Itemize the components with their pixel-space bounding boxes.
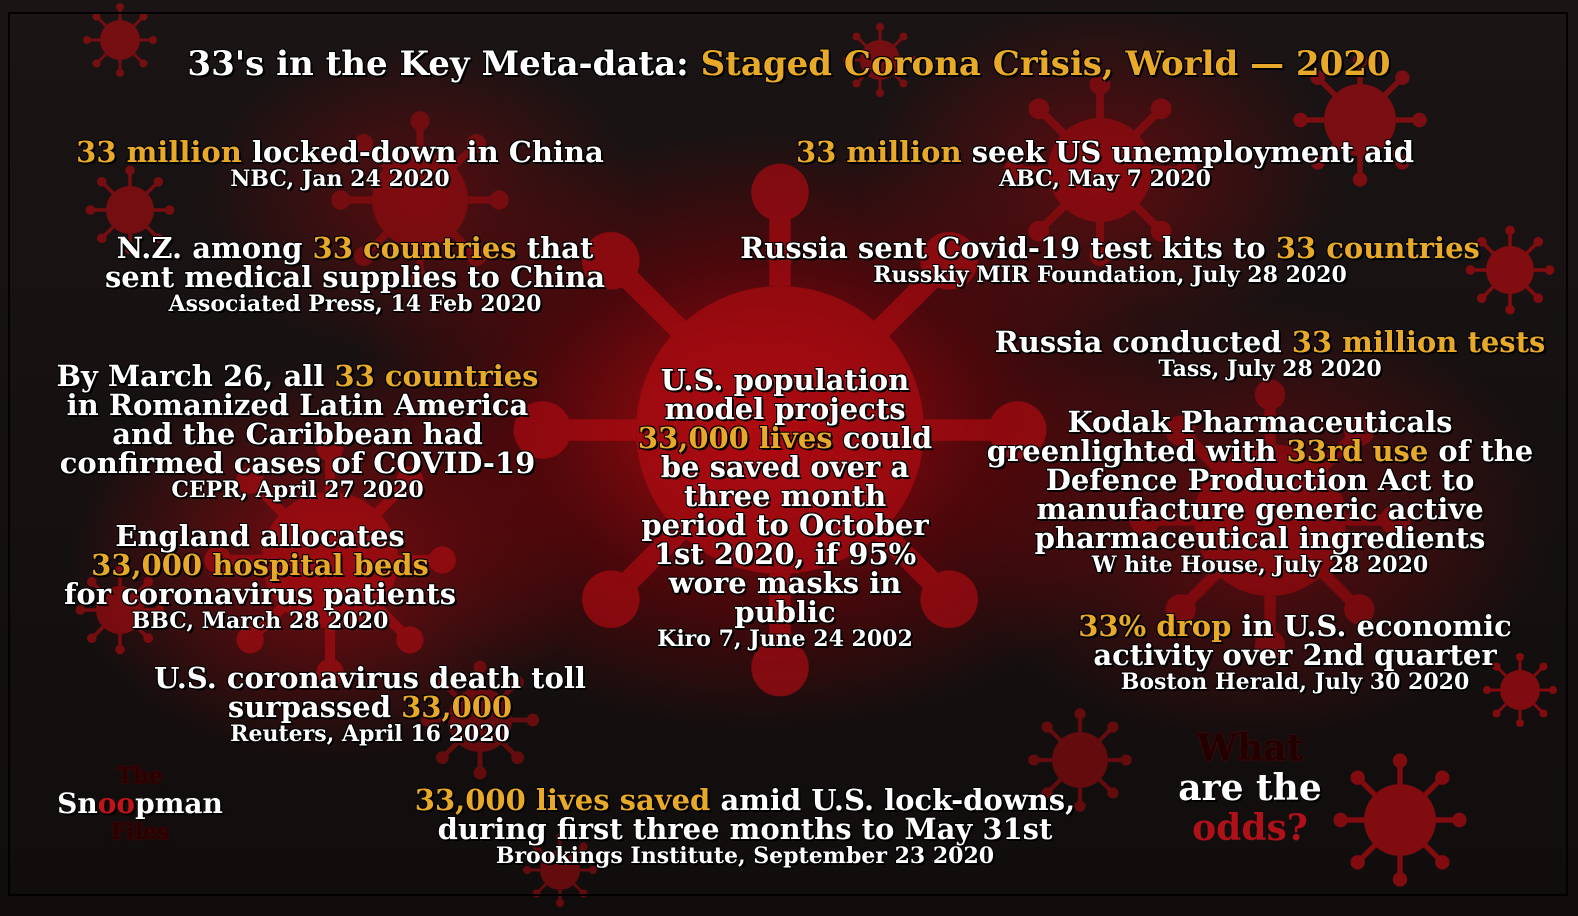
headline-text: public [734, 595, 836, 629]
title-highlight: Staged Corona Crisis, World — 2020 [700, 44, 1391, 84]
headline-highlight: 33 countries [312, 231, 517, 265]
headline-text: Russia conducted [994, 325, 1292, 359]
headline-highlight: 33 countries [1275, 231, 1480, 265]
headline-text: of the [1428, 434, 1534, 468]
source-text: CEPR, April 27 2020 [171, 477, 424, 503]
item-us-economic [1040, 609, 1550, 695]
logo-main: Snoopman [57, 787, 223, 820]
logo-bottom: Files [110, 819, 170, 845]
item-us-population [610, 363, 960, 652]
headline-text: for coronavirus patients [63, 577, 457, 611]
headline-text: period to October [641, 508, 929, 542]
headline-text: N.Z. among [116, 231, 313, 265]
headline-highlight: 33% drop [1078, 609, 1232, 643]
headline-text: be saved over a [660, 450, 910, 484]
page-title [0, 44, 1578, 84]
headline-text: By March 26, all [56, 359, 335, 393]
item-england-beds [20, 519, 500, 634]
headline-text: manufacture generic active [1036, 492, 1484, 526]
item-us-unemployment [760, 135, 1450, 192]
headline-text: 1st 2020, if 95% [653, 537, 917, 571]
odds-line-2: are the [1178, 767, 1322, 809]
headline-text: Kodak Pharmaceuticals [1067, 405, 1453, 439]
item-china-lockdown [20, 135, 660, 192]
headline-text: Russia sent Covid-19 test kits to [740, 231, 1276, 265]
source-text: W hite House, July 28 2020 [1091, 552, 1429, 578]
source-text: Kiro 7, June 24 2002 [657, 626, 913, 652]
title-prefix: 33's in the Key Meta-data: [187, 44, 689, 84]
headline-highlight: 33 countries [334, 359, 539, 393]
headline-text: pharmaceutical ingredients [1034, 521, 1486, 555]
headline-text: Defence Production Act to [1045, 463, 1475, 497]
headline-highlight: 33 million tests [1291, 325, 1546, 359]
snoopman-files-logo [40, 762, 240, 846]
source-text: Associated Press, 14 Feb 2020 [168, 291, 542, 317]
headline-text: during first three months to May 31st [437, 812, 1053, 846]
source-text: Reuters, April 16 2020 [230, 721, 510, 747]
headline-text: in Romanized Latin America [66, 388, 529, 422]
headline-highlight: 33,000 lives [637, 421, 833, 455]
headline-text: sent medical supplies to China [104, 260, 606, 294]
headline-text: activity over 2nd quarter [1093, 638, 1497, 672]
headline-text: could [832, 421, 933, 455]
source-text: Brookings Institute, September 23 2020 [495, 843, 995, 869]
item-russia-kits [720, 231, 1500, 288]
what-are-the-odds [1140, 728, 1360, 848]
source-text: BBC, March 28 2020 [131, 608, 389, 634]
headline-text: U.S. coronavirus death toll [154, 661, 586, 695]
headline-text: three month [683, 479, 887, 513]
headline-highlight: 33 million [76, 135, 242, 169]
source-text: Tass, July 28 2020 [1158, 356, 1382, 382]
headline-text: greenlighted with [986, 434, 1287, 468]
item-latin-america [20, 359, 575, 503]
headline-text: locked-down in China [241, 135, 604, 169]
item-kodak [970, 405, 1550, 578]
headline-text: and the Caribbean had [112, 417, 483, 451]
headline-text: wore masks in [668, 566, 902, 600]
headline-text: seek US unemployment aid [961, 135, 1415, 169]
source-text: Boston Herald, July 30 2020 [1120, 669, 1470, 695]
source-text: Russkiy MIR Foundation, July 28 2020 [873, 262, 1347, 288]
headline-highlight: 33,000 lives saved [414, 783, 711, 817]
headline-text: amid U.S. lock-downs, [710, 783, 1076, 817]
headline-text: confirmed cases of COVID-19 [59, 446, 536, 480]
logo-top: The [116, 763, 164, 789]
headline-text: England allocates [115, 519, 405, 553]
headline-text: model projects [664, 392, 906, 426]
source-text: ABC, May 7 2020 [999, 166, 1211, 192]
headline-text: in U.S. economic [1231, 609, 1512, 643]
headline-highlight: 33rd use [1286, 434, 1429, 468]
headline-highlight: 33,000 [401, 690, 513, 724]
headline-text: that [516, 231, 594, 265]
headline-highlight: 33 million [795, 135, 962, 169]
item-russia-tests [980, 325, 1560, 382]
odds-line-3: odds? [1192, 807, 1308, 849]
item-lives-saved [360, 783, 1130, 869]
item-nz-supplies [30, 231, 680, 317]
headline-text: U.S. population [660, 363, 910, 397]
headline-text: surpassed [227, 690, 402, 724]
headline-highlight: 33,000 hospital beds [91, 548, 429, 582]
source-text: NBC, Jan 24 2020 [230, 166, 450, 192]
item-us-death-toll [110, 661, 630, 747]
odds-line-1: What [1196, 727, 1304, 769]
